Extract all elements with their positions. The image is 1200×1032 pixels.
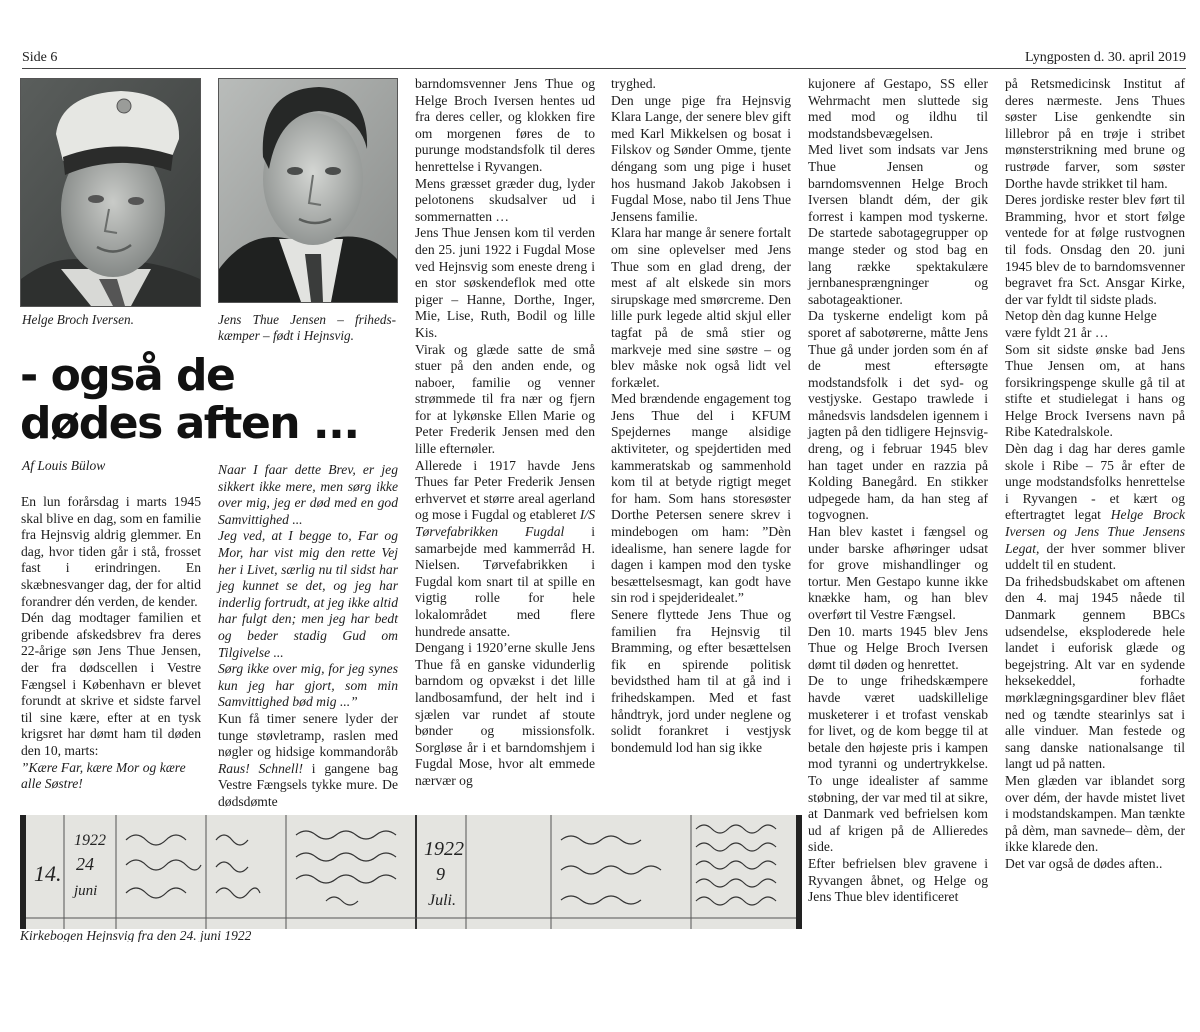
register-caption: Kirkebogen Hejnsvig fra den 24. juni 1922 [20,928,252,942]
register-birth-month: juni [74,883,98,899]
page-number: Side 6 [22,50,58,65]
text-run: i samarbejde med kammerråd H. Nielsen. Tørvefabrikken i Fugdal kom snart til at spille en vigtig rolle for hele lokalområdet med flere hundrede ansatte. [415,524,595,639]
article-headline [20,352,410,448]
register-baptism-month: Juli. [428,892,456,909]
paragraph: Med livet som indsats var Jens Thue Jensen og barndomsvennen Helge Broch Iversen blandt dém, der gik forrest i kampen mod tyskerne. De startede sabotagegrupper op mange steder og stod bag en lang række spektakulære jernbanesprængninger og sabotageaktioner. [808,142,988,307]
paragraph: Men glæden var iblandet sorg over dém, der havde mistet livet i modstandskampen. Man tænkte på dèm, man savnede– dèm, der ikke klarede den. [1005,772,1185,855]
portrait-photo-icon [219,79,397,302]
paragraph: De to unge frihedskæmpere havde været uadskillelige musketerer i et trofast venskab for livet, og de kom begge til at betale den højeste pris i kampen mod tyranni og undertrykkelse. To unge idealister af samme støbning, der var med til at sikre, at Danmark ved befrielsen kom ud af krigen på de Allieredes side. [808,673,988,855]
paragraph [218,711,398,811]
letter-quote: Jeg ved, at I begge to, Far og Mor, har vist mig den rette Vej her i Livet, særlig nu til sidst har jeg kunnet se det, og jeg har inderlig fortrudt, at jeg ikke altid har fulgt den; men jeg har bedt og beder stadig Gud om Tilgivelse ... [218,528,398,660]
text-run-italic: I/S Tørvefabrikken Fugdal [415,507,595,540]
paragraph: tryghed. [611,76,656,91]
text-run: Kun få timer senere lyder der tunge støvletramp, raslen med nøgler og hidsige kommandoråb [218,710,398,760]
paragraph: Dengang i 1920’erne skulle Jens Thue få en ganske vidunderlig barndom og opvækst i det lille landbosamfund, der helt ind i sjælen var rundet af stoute bønder og missionsfolk. Sorgløse år i et barndomshjem i Fugdal Mose, hvor alt emmede nærvær og [415,640,595,788]
church-register-scan [20,815,802,929]
paragraph: barndomsvenner Jens Thue og Helge Broch Iversen hentes ud fra deres celler, og klokken fire om morgenen føres de to purunge modstandsfolk til deres henrettelse i Ryvangen. [415,76,595,174]
church-register-scan-icon [26,815,796,929]
article-column-5 [808,76,988,906]
portrait-photo-icon [21,79,200,306]
text-run-italic: Helge Brock Iversen og Jens Thue Jensens Legat [1005,507,1185,556]
portrait-photo-jens [218,78,398,303]
article-column-6 [1005,76,1185,873]
paragraph: En lun forårsdag i marts 1945 skal blive en dag, som en familie fra Hejnsvig aldrig glemmer. En dag, hvor tiden går i stå, frosset fast i erindringen. En skæbnesvanger dag, der for altid forandrer dén verden, de kender. [21,494,201,609]
publication-date: Lyngposten d. 30. april 2019 [1025,50,1186,65]
paragraph: Som sit sidste ønske bad Jens Thue Jensen om, at hans forsikringspenge skulle gå til at stifte et studielegat i hans og Helge Brock Iversens navn på Ribe Katedralskole. [1005,341,1185,440]
paragraph [415,458,595,641]
article-column-4 [611,76,791,756]
register-birth-day: 24 [76,854,94,874]
text-run: i gangene bag Vestre Fængsels tykke mure. De dødsdømte [218,760,398,809]
paragraph: Senere flyttede Jens Thue og familien fra Hejnsvig til Bramming, og efter besættelsen fik en spirende politisk bevidsthed ham til at gå ind i frihedskampen. Med et fast håndtryk, jord under neglene og solidt forankret i vestjysk bondemuld lod han sig ikke [611,607,791,755]
paragraph: Den unge pige fra Hejnsvig Klara Lange, der senere blev gift med Karl Mikkelsen og bosat i Filskov og Sønder Omme, tjente déngang som ung pige i huset hos husmand Jakob Jakobsen i Fugdal Mose, nabo til Jens Thue Jensens familie. [611,92,791,224]
paragraph: Dén dag modtager familien et gribende afskedsbrev fra deres 22-årige søn Jens Thue Jensen, der fra dødscellen i Vestre Fængsel i København er blevet forundt at skrive et sidste farvel til sine kære, efter at en tysk krigsret har dømt ham til døden den 10, marts: [21,610,201,758]
letter-quote: ”Kære Far, kære Mor og kære alle Søstre! [21,759,186,792]
article-column-3 [415,76,595,790]
article-column-2 [218,462,398,810]
paragraph: Deres jordiske rester blev ført til Bramming, hvor et stort følge ventede for at følge rustvognen til fods. Onsdag den 20. juni 1945 blev de to barndomsvenner begravet fra Sct. Ansgar Kirke, der var fyldt til sidste plads. [1005,192,1185,307]
paragraph: Efter befrielsen blev gravene i Ryvangen åbnet, og Helge og Jens Thue blev identificeret [808,855,988,905]
letter-quote: Naar I faar dette Brev, er jeg sikkert ikke mere, men sørg ikke over mig, jeg er død med en god Samvittighed ... [218,462,398,527]
paragraph: på Retsmedicinsk Institut af deres nærmeste. Jens Thues søster Lise genkendte sin lillebror på en trøje i stribet mønsterstrikning med brune og rustrøde farver, som søster Dorthe havde strikket til ham. [1005,76,1185,191]
register-birth-year: 1922 [74,832,106,849]
byline: Af Louis Bülow [22,458,106,473]
text-run: , der hver sommer bliver uddelt til en student. [1005,540,1185,573]
headline-line-1: - også de [20,350,235,401]
register-baptism-day: 9 [436,864,445,884]
paragraph: Klara har mange år senere fortalt om sine oplevelser med Jens Thue som en glad dreng, der mest af alt elskede sin mors sirupskage med smørcreme. Den lille purk legede altid skjul eller tagfat på de små stier og markveje med sine søstre – og blev måske nok også lidt vel forkælet. [611,225,791,390]
photo-caption-jens: Jens Thue Jensen – friheds-kæmper – født i Hejnsvig. [218,312,396,343]
letter-quote: Sørg ikke over mig, for jeg synes kun jeg har gjort, som min Samvittighed bød mig ...” [218,661,398,710]
paragraph: Med brændende engagement tog Jens Thue del i KFUM Spejdernes mange alsidige aktiviteter, og spejdertiden med kammeratskab og sammenhold kom til at betyde rigtigt meget for ham. Som hans storesøster Dorthe Petersen senere skrev i mindebogen om ham: ”Dèn idealisme, han senere lagde for dagen i kampen mod den tyske besættelsesmagt, kan godt have sin rod i spejderidealet.” [611,391,791,606]
paragraph: Virak og glæde satte de små stuer på den anden ende, og naboer, familie og venner strømmede til fra nær og fjern for at lykønske Ellen Marie og Peter Frederik Jensen med den lille efternøler. [415,341,595,457]
paragraph: Netop dèn dag kunne Helge være fyldt 21 år … [1005,308,1157,340]
photo-caption-helge: Helge Broch Iversen. [22,312,134,327]
page-header [22,48,1186,69]
headline-line-2: dødes aften ... [20,398,359,449]
paragraph: Han blev kastet i fængsel og under barske afhøringer udsat for grove mishandlinger og tortur. Men Gestapo kunne ikke knække ham, og han blev overført til Vestre Fængsel. [808,524,988,622]
paragraph [1005,441,1185,574]
paragraph: Da tyskerne endeligt kom på sporet af sabotørerne, måtte Jens Thue gå under jorden som én af de mest eftersøgte modstandsfolk i det syd- og vestjyske. Gestapo trawlede i månedsvis landsdelen igennem i jagten på den tidligere Hejnsvig-dreng, og i februar 1945 blev han taget under en razzia på Kolding Banegård. En stikker udpegede ham, da han steg af togvognen. [808,308,988,523]
paragraph: Det var også de dødes aften.. [1005,855,1163,871]
register-entry-number: 14. [34,861,62,886]
paragraph: Mens græsset græder dug, lyder pelotonens skudsalver ud i sommernatten … [415,175,595,224]
paragraph: Jens Thue Jensen kom til verden den 25. juni 1922 i Fugdal Mose ved Hejnsvig som eneste dreng i en stor søskendeflok med otte piger – Hanne, Dorthe, Inger, Mie, Lise, Ruth, Bodil og lille Kis. [415,225,595,340]
paragraph: Da frihedsbudskabet om aftenen den 4. maj 1945 nåede til Danmark gennem BBCs udsendelse, eksploderede hele landet i euforisk glæde og begejstring. Alt var en sydende heksekeddel, forhadte mørklægningsgardiner blev flået ned og tændte stearinlys sat i alle vinduer. Man festede og sang danske nationalsange til langt ud på natten. [1005,573,1185,772]
paragraph: Den 10. marts 1945 blev Jens Thue og Helge Broch Iversen dømt til døden og henrettet. [808,623,988,672]
text-run: Allerede i 1917 havde Jens Thues far Peter Frederik Jensen erhvervet et større areal agerland og mose i Fugdal og etableret [415,457,595,523]
portrait-photo-helge [20,78,201,307]
text-run-italic: Raus! Schnell! [218,760,304,776]
text-run: Dèn dag i dag har deres gamle skole i Ribe – 75 år efter de unge modstandsfolks henrettelse i Ryvangen - et kært og eftertragtet legat [1005,441,1185,523]
article-column-1 [21,490,201,793]
register-baptism-year: 1922 [424,838,464,860]
paragraph: kujonere af Gestapo, SS eller Wehrmacht men sluttede sig med mod og ildhu til modstandsbevægelsen. [808,76,988,141]
